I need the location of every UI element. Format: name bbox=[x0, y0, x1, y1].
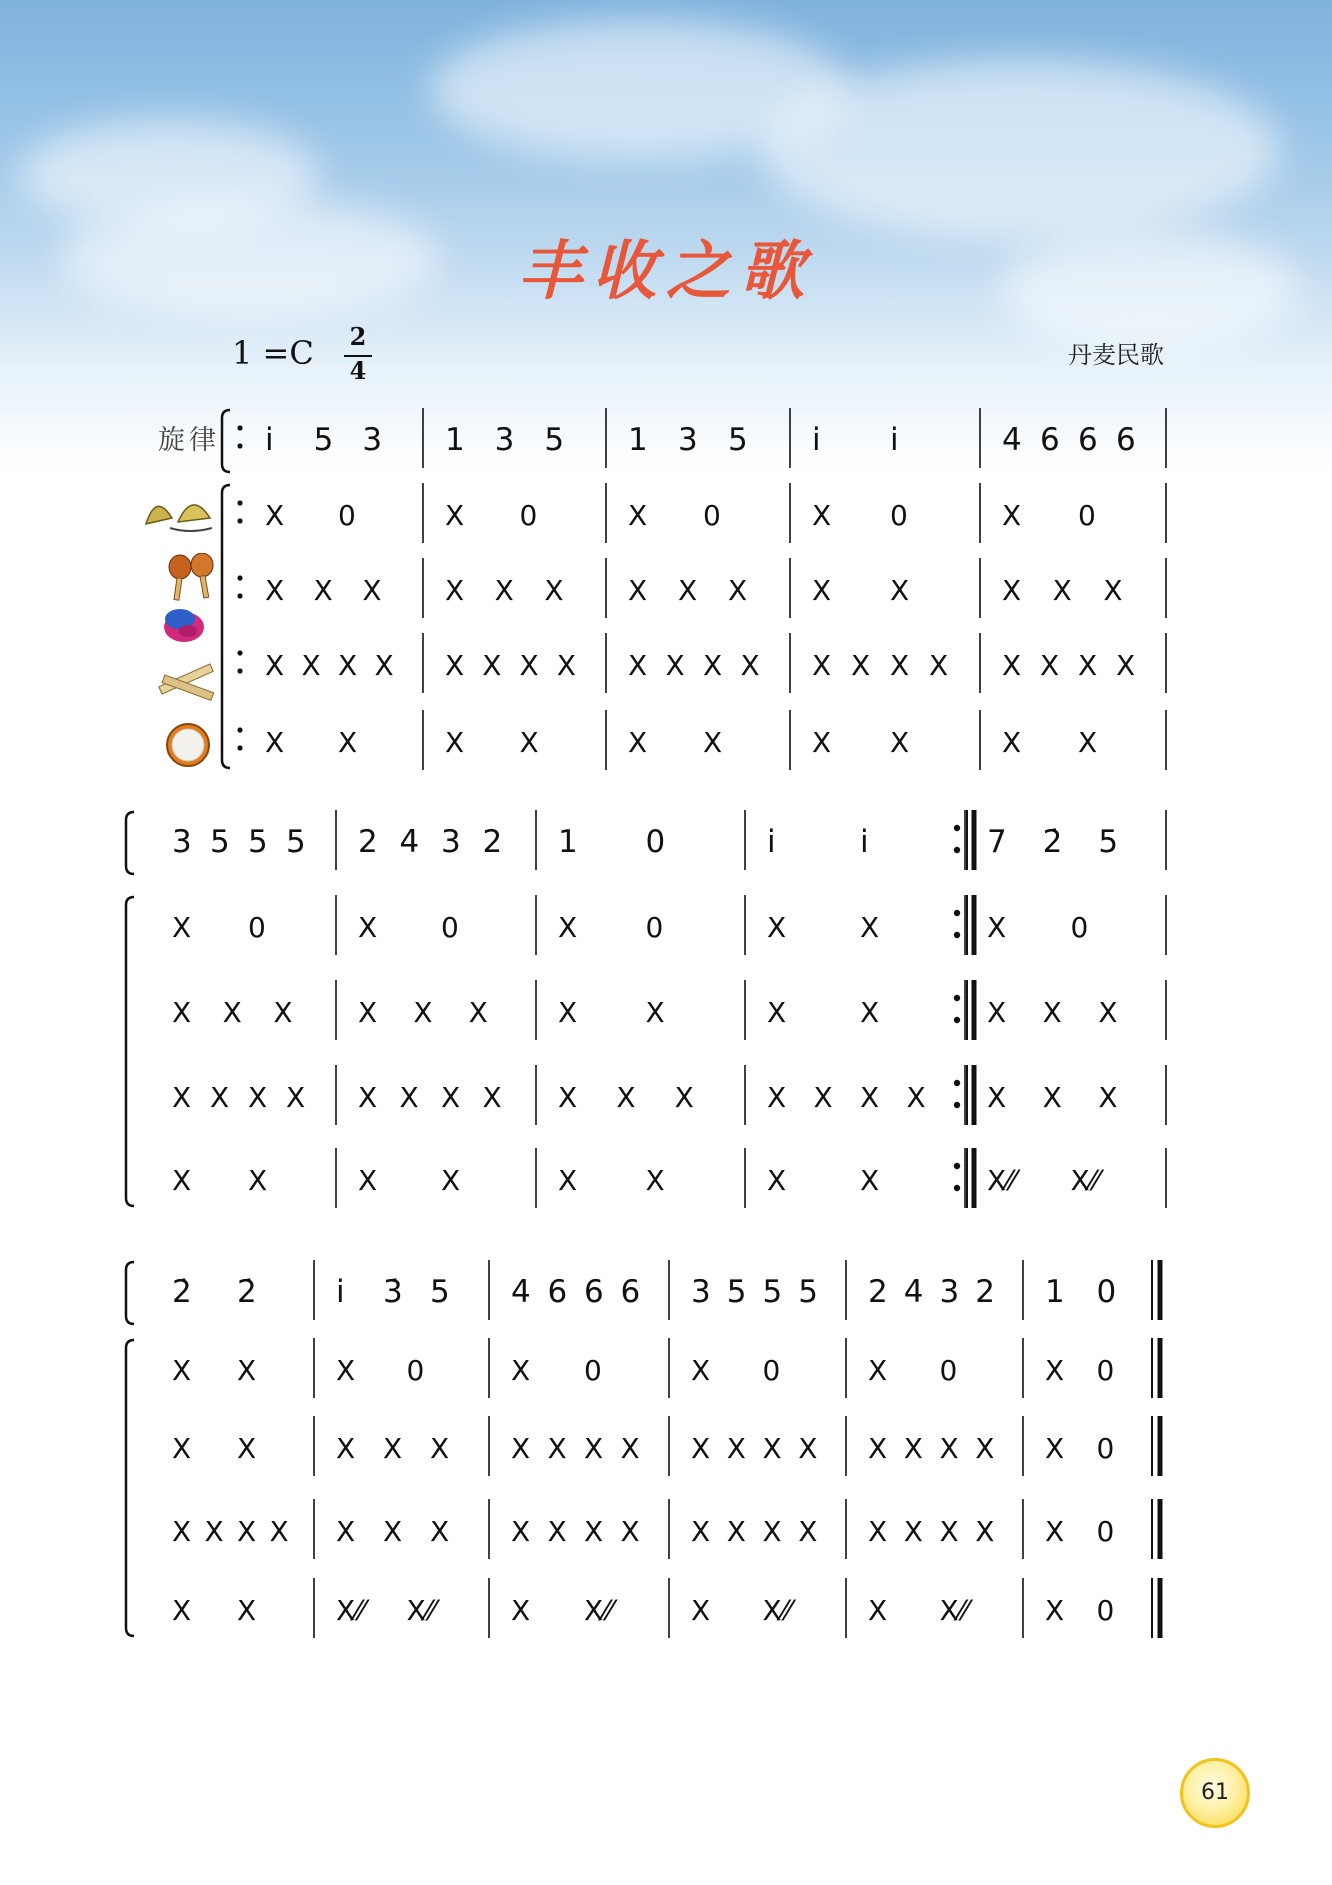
repeat-dot bbox=[954, 932, 960, 938]
rhythm-note: 0 bbox=[584, 1354, 602, 1387]
rhythm-note: X bbox=[1045, 1594, 1065, 1627]
key-signature: 1 =C bbox=[232, 334, 314, 372]
rhythm-note: X bbox=[813, 1081, 833, 1114]
rhythm-note: X bbox=[1045, 1515, 1065, 1548]
start-repeat-dot bbox=[237, 518, 242, 523]
castanets-icon bbox=[160, 603, 208, 645]
rhythm-note: X bbox=[939, 1432, 959, 1465]
rhythm-note: X bbox=[204, 1515, 224, 1548]
melody-note: 5 bbox=[728, 422, 748, 458]
melody-note: 4 bbox=[399, 824, 420, 860]
rhythm-note: X bbox=[1040, 649, 1060, 682]
rhythm-note: X bbox=[248, 1081, 268, 1114]
percussion-bracket bbox=[222, 485, 230, 768]
melody-note: 2 bbox=[975, 1274, 995, 1310]
rhythm-note: X bbox=[762, 1432, 782, 1465]
melody-note: 1 bbox=[445, 422, 465, 458]
rhythm-note: X bbox=[399, 1081, 419, 1114]
cymbals-icon bbox=[142, 488, 216, 536]
rhythm-note: X bbox=[237, 1594, 257, 1627]
rhythm-note: X bbox=[890, 649, 910, 682]
melody-note: 6 bbox=[1078, 422, 1098, 458]
rhythm-note: X bbox=[482, 649, 502, 682]
melody-note: 2 bbox=[868, 1274, 888, 1310]
start-repeat-dot bbox=[237, 727, 242, 732]
rhythm-note: X bbox=[445, 726, 465, 759]
melody-note: 6 bbox=[1116, 422, 1136, 458]
rhythm-note: X bbox=[338, 726, 358, 759]
rhythm-note: X⁄⁄ bbox=[584, 1594, 613, 1627]
start-repeat-dot bbox=[237, 745, 242, 750]
melody-note: i̇ bbox=[890, 422, 899, 458]
rhythm-note: X bbox=[286, 1081, 306, 1114]
melody-note: 5 bbox=[798, 1274, 818, 1310]
start-repeat-dot bbox=[237, 668, 242, 673]
rhythm-note: X bbox=[798, 1432, 818, 1465]
rhythm-note: X bbox=[868, 1594, 888, 1627]
rhythm-note: X bbox=[547, 1515, 567, 1548]
rhythm-note: X bbox=[511, 1594, 531, 1627]
melody-note: 1 bbox=[628, 422, 648, 458]
rhythm-note: X bbox=[1098, 996, 1118, 1029]
rhythm-note: X bbox=[868, 1354, 888, 1387]
rhythm-note: X bbox=[237, 1354, 257, 1387]
rhythm-note: X bbox=[691, 1594, 711, 1627]
rhythm-note: X bbox=[678, 574, 698, 607]
rhythm-note: X bbox=[860, 996, 880, 1029]
melody-note: 3 bbox=[494, 422, 515, 458]
rhythm-note: X bbox=[558, 1164, 578, 1197]
rhythm-note: 0 bbox=[1096, 1354, 1115, 1387]
start-repeat-dot bbox=[237, 650, 242, 655]
rhythm-note: X bbox=[511, 1515, 531, 1548]
rhythm-note: X⁄⁄ bbox=[406, 1594, 436, 1627]
melody-brace bbox=[126, 1262, 134, 1324]
rhythm-note: X bbox=[1002, 726, 1022, 759]
rhythm-note: 0 bbox=[406, 1354, 425, 1387]
melody-note: 0 bbox=[1096, 1274, 1117, 1310]
rhythm-note: X bbox=[584, 1432, 604, 1465]
rhythm-note: X bbox=[620, 1515, 640, 1548]
rhythm-note: 0 bbox=[939, 1354, 958, 1387]
rhythm-note: X bbox=[645, 996, 665, 1029]
melody-note: 2̇ bbox=[237, 1274, 257, 1310]
rhythm-note: X bbox=[812, 499, 832, 532]
rhythm-note: X bbox=[237, 1515, 257, 1548]
rhythm-note: X bbox=[767, 996, 787, 1029]
melody-label: 旋律 bbox=[158, 425, 220, 456]
rhythm-note: X bbox=[584, 1515, 604, 1548]
rhythm-note: X bbox=[172, 1164, 192, 1197]
rhythm-note: X bbox=[762, 1515, 782, 1548]
rhythm-note: X bbox=[336, 1432, 356, 1465]
rhythm-note: 0 bbox=[645, 911, 664, 944]
rhythm-note: X bbox=[860, 1081, 880, 1114]
melody-note: 5 bbox=[286, 824, 306, 860]
rhythm-note: X bbox=[494, 574, 514, 607]
rhythm-note: X bbox=[860, 1164, 880, 1197]
repeat-dot bbox=[954, 1080, 960, 1086]
rhythm-note: X⁄⁄ bbox=[762, 1594, 792, 1627]
melody-note: 5 bbox=[313, 422, 334, 458]
rhythm-note: X bbox=[413, 996, 433, 1029]
melody-brace bbox=[222, 410, 230, 472]
melody-note: 5 bbox=[544, 422, 565, 458]
melody-note: i̇ bbox=[265, 422, 274, 458]
rhythm-note: X bbox=[691, 1515, 711, 1548]
melody-note: 5 bbox=[762, 1274, 783, 1310]
rhythm-note: X bbox=[445, 499, 465, 532]
rhythm-note: X bbox=[1098, 1081, 1118, 1114]
rhythm-note: X bbox=[445, 649, 465, 682]
rhythm-note: X bbox=[1078, 726, 1098, 759]
start-repeat-dot bbox=[237, 500, 242, 505]
rhythm-note: X bbox=[558, 1081, 578, 1114]
melody-note: 6 bbox=[1040, 422, 1060, 458]
start-repeat-dot bbox=[237, 593, 242, 598]
rhythm-note: X bbox=[868, 1515, 888, 1548]
melody-note: 0 bbox=[645, 824, 666, 860]
rhythm-note: X bbox=[511, 1432, 531, 1465]
melody-note: 6 bbox=[620, 1274, 641, 1310]
melody-note: 7 bbox=[987, 824, 1007, 860]
rhythm-note: X bbox=[265, 574, 285, 607]
rhythm-note: X⁄⁄ bbox=[939, 1594, 969, 1627]
rhythm-note: X bbox=[620, 1432, 640, 1465]
rhythm-note: X bbox=[645, 1164, 665, 1197]
rhythm-note: X bbox=[430, 1432, 450, 1465]
rhythm-note: X bbox=[358, 996, 378, 1029]
repeat-dot bbox=[954, 1102, 960, 1108]
melody-brace bbox=[126, 812, 134, 874]
melody-note: 3 bbox=[691, 1274, 711, 1310]
rhythm-note: X bbox=[1042, 996, 1062, 1029]
rhythm-note: X bbox=[172, 1594, 192, 1627]
rhythm-note: 0 bbox=[1078, 499, 1096, 532]
rhythm-note: X bbox=[558, 911, 578, 944]
rhythm-note: X bbox=[616, 1081, 636, 1114]
rhythm-note: X bbox=[906, 1081, 926, 1114]
rhythm-note: X bbox=[628, 499, 648, 532]
rhythm-note: X bbox=[222, 996, 242, 1029]
rhythm-note: X bbox=[172, 1354, 192, 1387]
rhythm-note: X⁄⁄ bbox=[987, 1164, 1016, 1197]
rhythm-note: X bbox=[358, 1081, 378, 1114]
rhythm-note: X bbox=[812, 574, 832, 607]
start-repeat-dot bbox=[237, 443, 242, 448]
melody-note: 6 bbox=[584, 1274, 604, 1310]
rhythm-note: X bbox=[358, 1164, 378, 1197]
rhythm-note: X bbox=[691, 1354, 711, 1387]
rhythm-note: X bbox=[740, 649, 760, 682]
rhythm-note: X bbox=[445, 574, 465, 607]
rhythm-note: X bbox=[987, 911, 1007, 944]
rhythm-note: X bbox=[547, 1432, 567, 1465]
rhythm-note: X bbox=[301, 649, 321, 682]
melody-note: 5 bbox=[1098, 824, 1119, 860]
melody-note: 3̇ bbox=[383, 1274, 403, 1310]
rhythm-note: X bbox=[1002, 574, 1022, 607]
maracas-icon bbox=[164, 553, 220, 603]
rhythm-note: X bbox=[628, 574, 648, 607]
melody-note: i̇ bbox=[767, 824, 776, 860]
rhythm-note: X bbox=[1002, 499, 1022, 532]
rhythm-note: X bbox=[987, 996, 1007, 1029]
start-repeat-dot bbox=[237, 575, 242, 580]
melody-note: 1 bbox=[558, 824, 578, 860]
rhythm-note: X bbox=[703, 726, 723, 759]
rhythm-note: X bbox=[674, 1081, 694, 1114]
rhythm-note: X bbox=[265, 499, 285, 532]
rhythm-note: 0 bbox=[441, 911, 459, 944]
repeat-dot bbox=[954, 825, 960, 831]
rhythm-note: 0 bbox=[1096, 1432, 1115, 1465]
repeat-dot bbox=[954, 847, 960, 853]
rhythm-note: X bbox=[172, 1515, 192, 1548]
rhythm-note: X bbox=[210, 1081, 230, 1114]
rhythm-note: X bbox=[172, 1432, 192, 1465]
rhythm-note: X bbox=[336, 1515, 356, 1548]
melody-note: 6 bbox=[547, 1274, 568, 1310]
rhythm-note: X bbox=[362, 574, 382, 607]
song-title: 丰收之歌 bbox=[518, 234, 814, 309]
rhythm-note: X bbox=[1045, 1354, 1065, 1387]
rhythm-note: X bbox=[767, 1164, 787, 1197]
rhythm-note: X bbox=[1052, 574, 1072, 607]
rhythm-note: X bbox=[691, 1432, 711, 1465]
rhythm-note: X bbox=[374, 649, 394, 682]
rhythm-note: X bbox=[313, 574, 333, 607]
rhythm-note: X bbox=[544, 574, 564, 607]
rhythm-note: X bbox=[172, 1081, 192, 1114]
melody-note: 3 bbox=[362, 422, 383, 458]
rhythm-note: X bbox=[482, 1081, 502, 1114]
rhythm-note: X bbox=[383, 1432, 403, 1465]
rhythm-note: X bbox=[519, 726, 539, 759]
rhythm-note: X bbox=[556, 649, 576, 682]
rhythm-note: X bbox=[987, 1081, 1007, 1114]
time-signature-denominator: 4 bbox=[349, 356, 367, 385]
melody-note: 2 bbox=[358, 824, 378, 860]
rhythm-note: 0 bbox=[519, 499, 538, 532]
rhythm-note: X bbox=[628, 649, 648, 682]
percussion-bracket bbox=[126, 1340, 134, 1636]
rhythm-note: 0 bbox=[248, 911, 266, 944]
rhythm-note: X bbox=[939, 1515, 959, 1548]
percussion-bracket bbox=[126, 897, 134, 1206]
rhythm-note: X bbox=[728, 574, 748, 607]
rhythm-note: X bbox=[665, 649, 685, 682]
rhythm-note: X bbox=[903, 1432, 923, 1465]
rhythm-note: X bbox=[172, 911, 192, 944]
rhythm-note: X⁄⁄ bbox=[1070, 1164, 1100, 1197]
song-origin: 丹麦民歌 bbox=[1068, 341, 1164, 369]
rhythm-note: X bbox=[1103, 574, 1123, 607]
rhythm-note: X bbox=[767, 1081, 787, 1114]
tambourine-icon bbox=[164, 720, 212, 770]
rhythm-note: X bbox=[890, 726, 910, 759]
rhythm-note: X bbox=[1078, 649, 1098, 682]
rhythm-note: 0 bbox=[338, 499, 356, 532]
rhythm-note: X bbox=[1045, 1432, 1065, 1465]
melody-note: 5 bbox=[210, 824, 230, 860]
melody-note: 3 bbox=[678, 422, 698, 458]
rhythm-note: X bbox=[430, 1515, 450, 1548]
cloud bbox=[760, 60, 1280, 240]
rhythm-note: X bbox=[383, 1515, 403, 1548]
rhythm-note: X bbox=[628, 726, 648, 759]
rhythm-note: 0 bbox=[1096, 1515, 1115, 1548]
rhythm-note: X bbox=[336, 1354, 356, 1387]
melody-note: 2 bbox=[482, 824, 503, 860]
repeat-dot bbox=[954, 995, 960, 1001]
rhythm-note: X bbox=[273, 996, 293, 1029]
rhythm-note: 0 bbox=[890, 499, 908, 532]
rhythm-note: X bbox=[441, 1164, 461, 1197]
start-repeat-dot bbox=[237, 425, 242, 430]
melody-note: 4 bbox=[1002, 422, 1022, 458]
repeat-dot bbox=[954, 1163, 960, 1169]
page-number: 61 bbox=[1180, 1758, 1250, 1828]
rhythm-note: X bbox=[767, 911, 787, 944]
rhythm-note: X bbox=[929, 649, 949, 682]
rhythm-note: 0 bbox=[703, 499, 721, 532]
wood-block-icon bbox=[154, 661, 218, 703]
rhythm-note: X bbox=[265, 726, 285, 759]
rhythm-note: 0 bbox=[762, 1354, 781, 1387]
rhythm-note: X bbox=[468, 996, 488, 1029]
repeat-dot bbox=[954, 1185, 960, 1191]
rhythm-note: X bbox=[519, 649, 539, 682]
rhythm-note: X bbox=[798, 1515, 818, 1548]
rhythm-note: 0 bbox=[1070, 911, 1089, 944]
rhythm-note: X bbox=[868, 1432, 888, 1465]
rhythm-note: X bbox=[1116, 649, 1136, 682]
rhythm-note: X bbox=[975, 1515, 995, 1548]
melody-note: 3 bbox=[172, 824, 192, 860]
rhythm-note: X bbox=[338, 649, 358, 682]
repeat-dot bbox=[954, 1017, 960, 1023]
rhythm-note: X bbox=[975, 1432, 995, 1465]
rhythm-note: X bbox=[511, 1354, 531, 1387]
rhythm-note: X bbox=[726, 1515, 746, 1548]
rhythm-note: X bbox=[558, 996, 578, 1029]
rhythm-note: X bbox=[441, 1081, 461, 1114]
rhythm-note: X bbox=[1042, 1081, 1062, 1114]
melody-note: 3 bbox=[939, 1274, 960, 1310]
melody-note: i̇ bbox=[812, 422, 821, 458]
melody-note: i̇ bbox=[860, 824, 869, 860]
rhythm-note: X bbox=[248, 1164, 268, 1197]
rhythm-note: X bbox=[269, 1515, 289, 1548]
melody-note: i̇ bbox=[336, 1274, 345, 1310]
rhythm-note: X bbox=[1002, 649, 1022, 682]
time-signature-numerator: 2 bbox=[349, 322, 367, 351]
rhythm-note: X⁄⁄ bbox=[336, 1594, 365, 1627]
rhythm-note: X bbox=[860, 911, 880, 944]
melody-note: 2̇ bbox=[1042, 824, 1063, 860]
melody-note: 1 bbox=[1045, 1274, 1065, 1310]
rhythm-note: X bbox=[237, 1432, 257, 1465]
melody-note: 4 bbox=[511, 1274, 531, 1310]
rhythm-note: 0 bbox=[1096, 1594, 1115, 1627]
rhythm-note: X bbox=[726, 1432, 746, 1465]
rhythm-note: X bbox=[851, 649, 871, 682]
rhythm-note: X bbox=[358, 911, 378, 944]
rhythm-note: X bbox=[172, 996, 192, 1029]
rhythm-note: X bbox=[903, 1515, 923, 1548]
repeat-dot bbox=[954, 910, 960, 916]
melody-note: 2̇ bbox=[172, 1274, 192, 1310]
melody-note: 5 bbox=[726, 1274, 747, 1310]
rhythm-note: X bbox=[890, 574, 910, 607]
melody-note: 3 bbox=[441, 824, 461, 860]
rhythm-note: X bbox=[812, 726, 832, 759]
rhythm-note: X bbox=[265, 649, 285, 682]
melody-note: 4 bbox=[903, 1274, 924, 1310]
melody-note: 5 bbox=[248, 824, 268, 860]
rhythm-note: X bbox=[812, 649, 832, 682]
melody-note: 5 bbox=[430, 1274, 450, 1310]
rhythm-note: X bbox=[703, 649, 723, 682]
